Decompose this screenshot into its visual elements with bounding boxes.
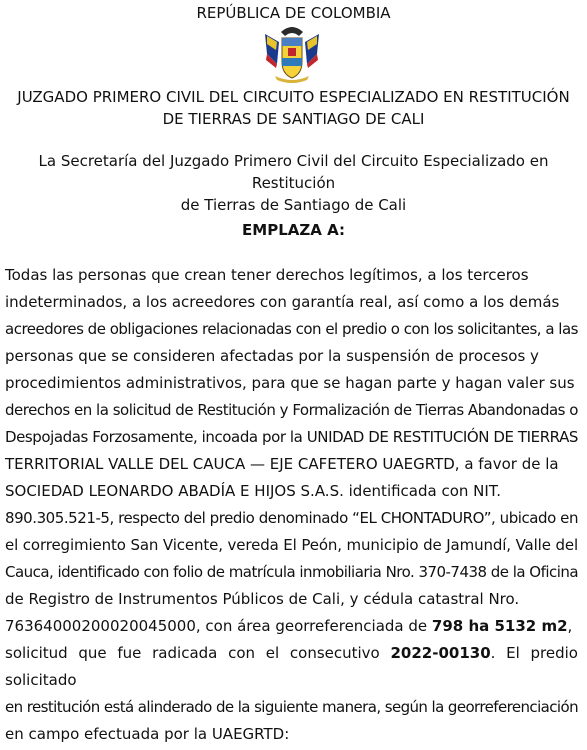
body-line: el corregimiento San Vicente, vereda El Peón, municipio de Jamundí, Valle del (5, 536, 578, 554)
area-prefix: 76364000200020045000, con área georreferenciada de (5, 617, 432, 635)
emplaza-heading: EMPLAZA A: (242, 221, 345, 239)
body-line-area (5, 613, 578, 640)
court-name-line: JUZGADO PRIMERO CIVIL DEL CIRCUITO ESPECIALIZADO EN RESTITUCIÓN (17, 88, 570, 106)
body-line: Cauca, identificado con folio de matrícula inmobiliaria Nro. 370-7438 de la Oficina (5, 563, 578, 581)
body-line: en campo efectuada por la UAEGRTD: (5, 725, 290, 743)
secretary-line: La Secretaría del Juzgado Primero Civil del Circuito Especializado en Restitución (38, 152, 549, 192)
body-line: TERRITORIAL VALLE DEL CAUCA — EJE CAFETERO UAEGRTD, a favor de la (5, 455, 559, 473)
consecutivo-suffix: . El predio solicitado (5, 644, 578, 689)
body-line: SOCIEDAD LEONARDO ABADÍA E HIJOS S.A.S. identificada con NIT. (5, 482, 501, 500)
summons-body (5, 262, 578, 748)
body-line-consecutivo (5, 640, 578, 694)
body-line: personas que se consideren afectadas por la suspensión de procesos y (5, 347, 539, 365)
court-name-line: DE TIERRAS DE SANTIAGO DE CALI (162, 110, 425, 128)
body-line: en restitución está alinderado de la siguiente manera, según la georreferenciación (5, 698, 578, 716)
secretary-intro (0, 150, 587, 216)
area-suffix: , (567, 617, 573, 635)
body-line: 890.305.521-5, respecto del predio denominado “EL CHONTADURO”, ubicado en (5, 509, 578, 527)
colombia-coat-of-arms-icon (261, 24, 323, 84)
body-line: Despojadas Forzosamente, incoada por la UNIDAD DE RESTITUCIÓN DE TIERRAS (5, 428, 578, 446)
body-line: de Registro de Instrumentos Públicos de Cali, y cédula catastral Nro. (5, 590, 520, 608)
body-line: Todas las personas que crean tener derechos legítimos, a los terceros (5, 266, 529, 284)
country-heading: REPÚBLICA DE COLOMBIA (196, 4, 391, 22)
body-line: derechos en la solicitud de Restitución y Formalización de Tierras Abandonadas o (5, 401, 578, 419)
consecutivo-value: 2022-00130 (390, 644, 491, 662)
body-line: acreedores de obligaciones relacionadas con el predio o con los solicitantes, a las (5, 320, 579, 338)
consecutivo-prefix: solicitud que fue radicada con el consecutivo (5, 644, 391, 662)
body-line: procedimientos administrativos, para que se hagan parte y hagan valer sus (5, 374, 575, 392)
court-name (0, 86, 587, 130)
secretary-line: de Tierras de Santiago de Cali (180, 196, 407, 214)
body-line: indeterminados, a los acreedores con garantía real, así como a los demás (5, 293, 560, 311)
area-value: 798 ha 5132 m2 (431, 617, 568, 635)
